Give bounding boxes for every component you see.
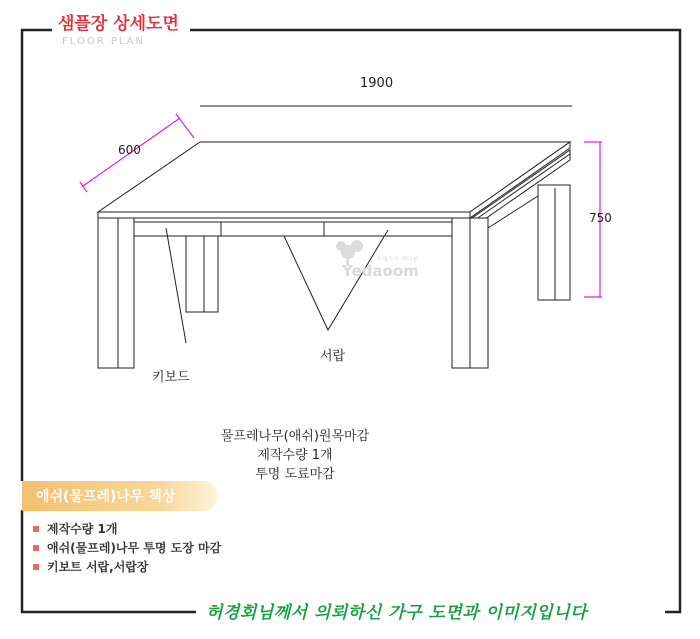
width-dimension-label: 1900 — [360, 76, 394, 91]
front-leg-left — [98, 218, 134, 368]
note-quantity: 제작수량 1개 — [257, 448, 333, 463]
product-name-badge — [22, 481, 218, 511]
drawer-callout-line — [284, 230, 388, 330]
drawer-callout-label: 서랍 — [320, 349, 346, 364]
note-material: 물프레나무(애쉬)원목마감 — [220, 429, 370, 444]
spec-item: 키보트 서랍,서랍장 — [33, 558, 221, 577]
spec-item: 애쉬(물프레)나무 투명 도장 마감 — [33, 539, 221, 558]
desk — [98, 142, 570, 368]
depth-dimension-label: 600 — [118, 143, 141, 157]
note-finish: 투명 도료마감 — [255, 467, 335, 482]
back-leg-left — [186, 236, 218, 312]
apron — [118, 218, 452, 236]
watermark-brand: Yedaoom — [342, 262, 419, 280]
keyboard-callout-line — [166, 228, 186, 343]
product-spec-list — [33, 520, 221, 577]
page-title: 샘플장 상세도면 — [58, 14, 179, 34]
footer-message: 허경회님께서 의뢰하신 가구 도면과 이미지입니다 — [206, 603, 588, 623]
height-dimension-label: 750 — [589, 211, 612, 225]
product-name: 애쉬(물프레)나무 책상 — [36, 489, 176, 505]
desktop-front-edge — [98, 212, 470, 218]
watermark-small-text: 목재가구 예다움 — [376, 256, 419, 263]
page-subtitle: FLOOR PLAN — [62, 36, 145, 47]
keyboard-callout-label: 키보드 — [152, 370, 190, 385]
back-leg-right — [538, 185, 570, 300]
spec-item: 제작수량 1개 — [33, 520, 221, 539]
